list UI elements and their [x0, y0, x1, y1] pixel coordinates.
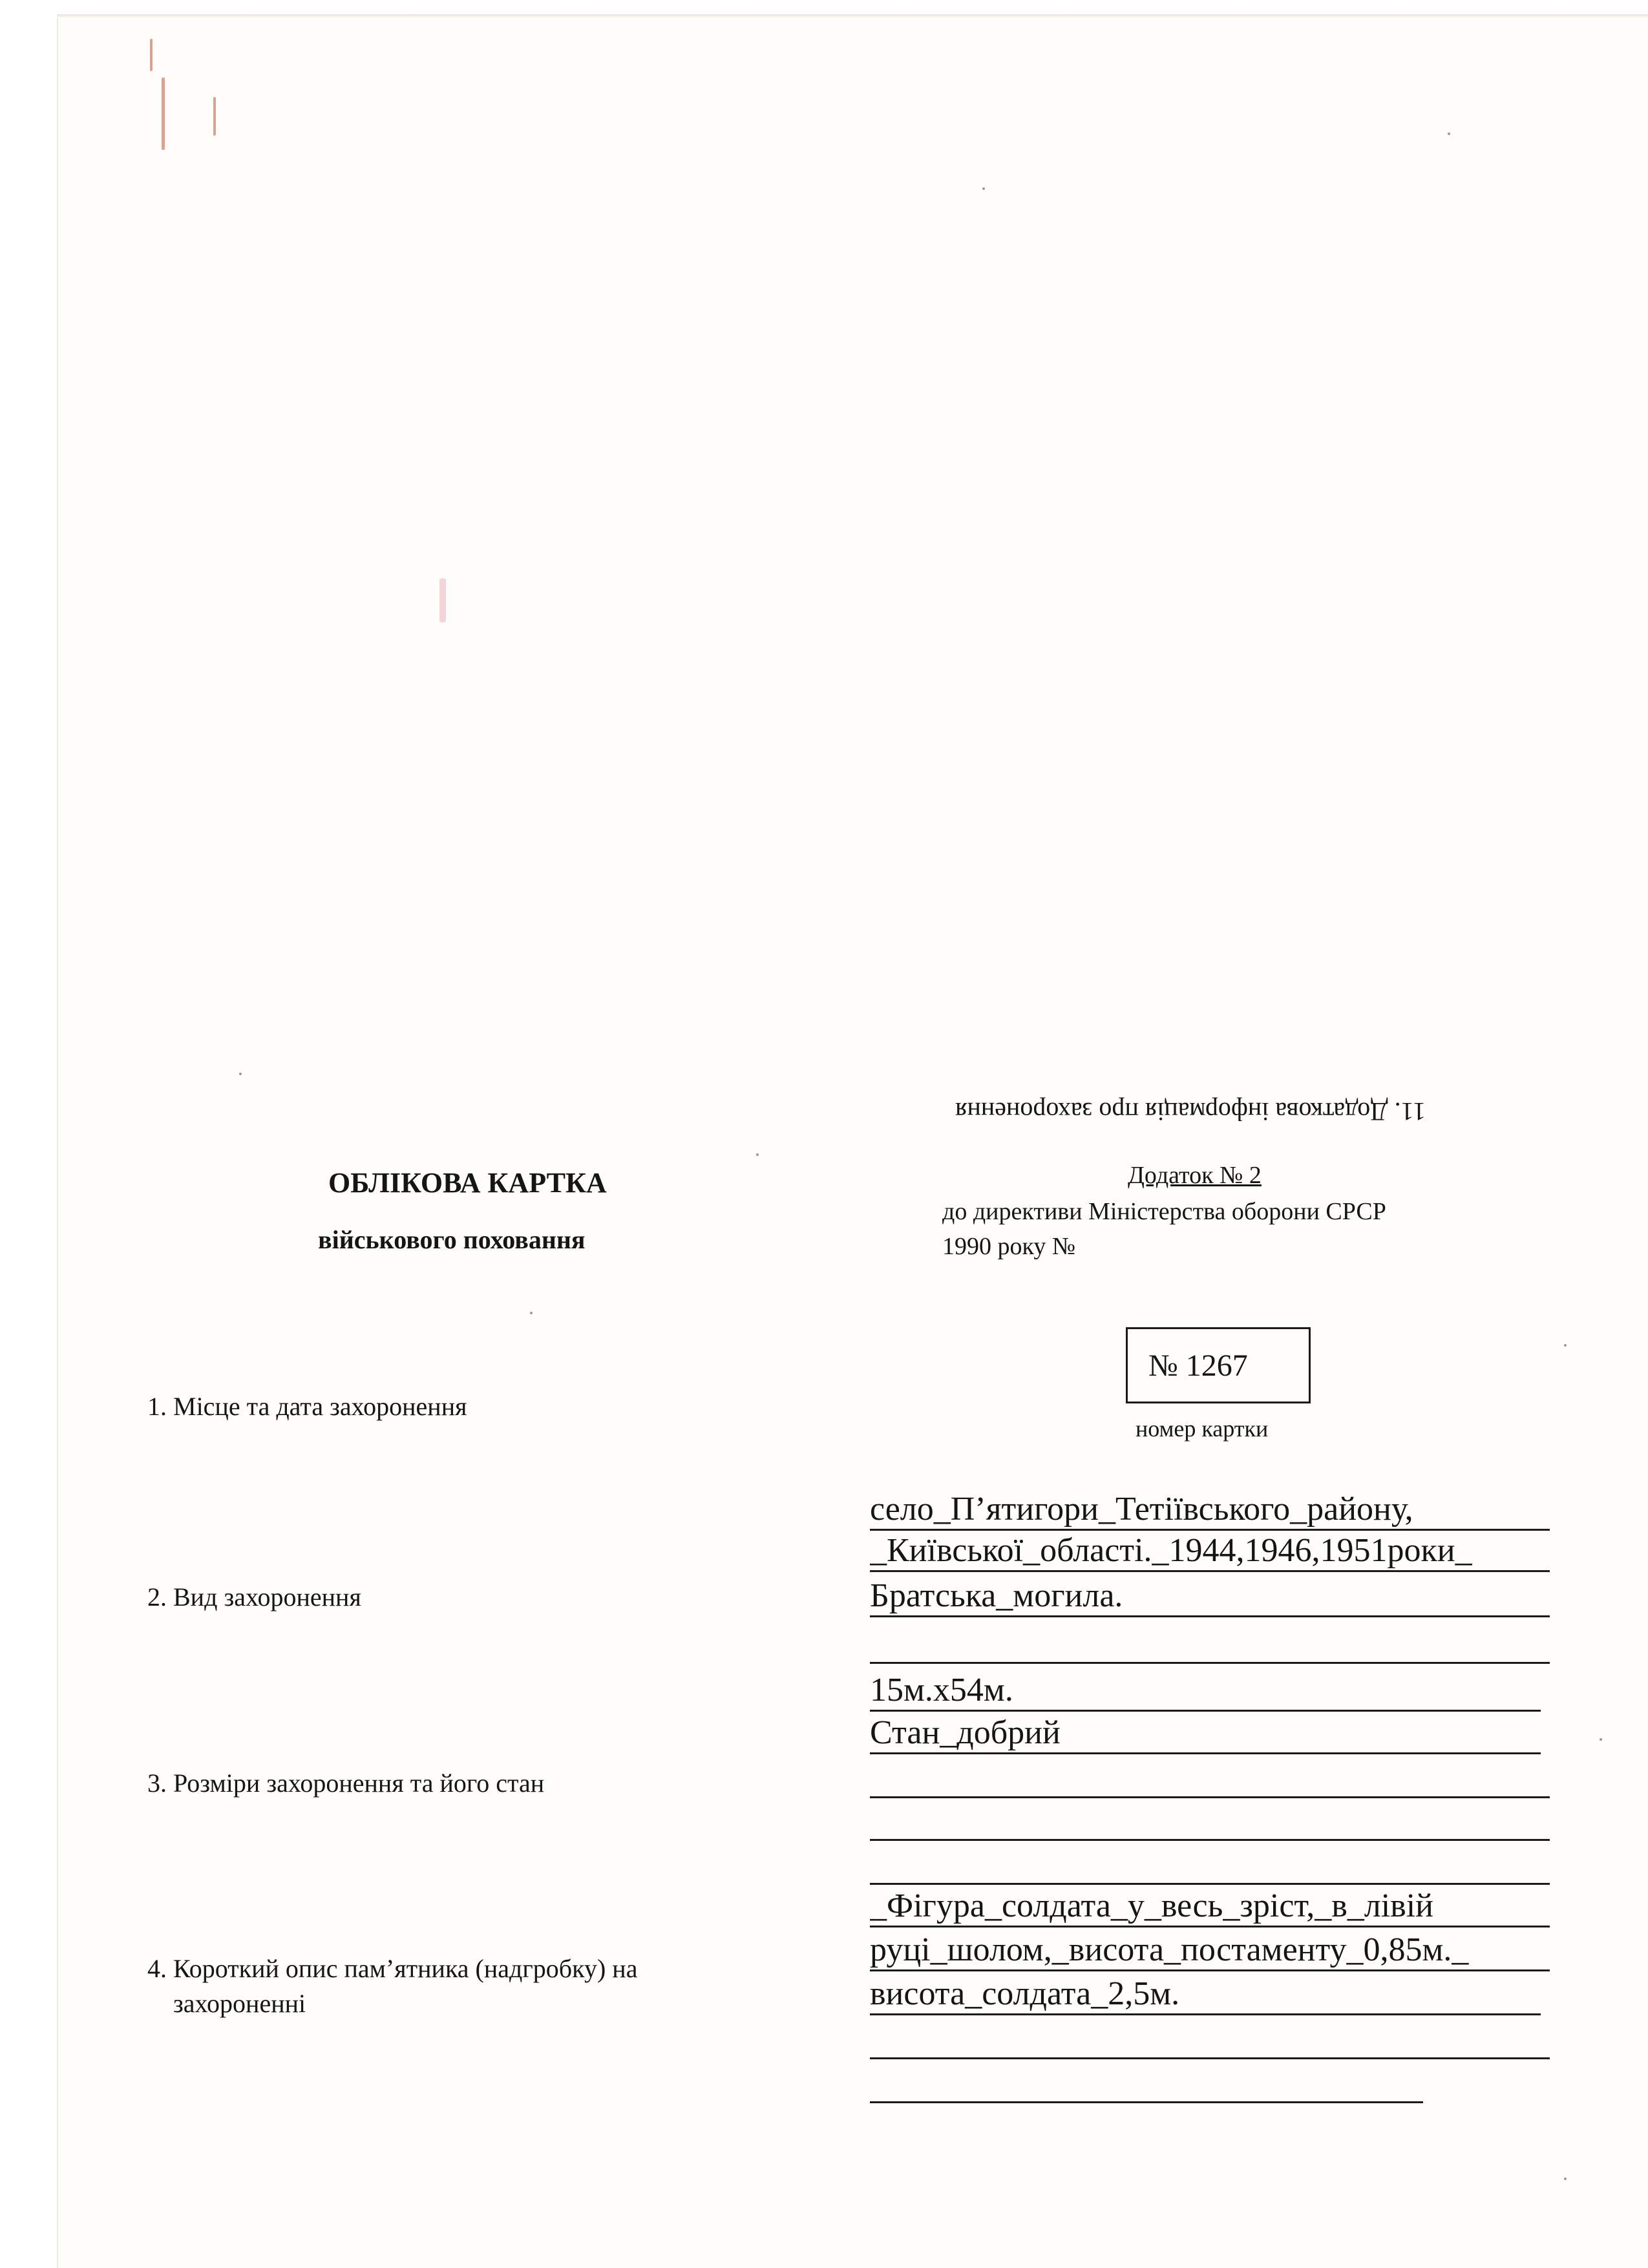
card-number-box: [1126, 1327, 1311, 1403]
scan-mark: [162, 78, 165, 150]
scan-speck: [1600, 1738, 1602, 1741]
field-line-size-state-4: [870, 1801, 1550, 1841]
rotated-additional-info-note: 11. Додаткова інформація про захоронення: [955, 1097, 1426, 1126]
scan-speck: [982, 187, 985, 190]
field-line-monument-5: [870, 2064, 1423, 2103]
field-line-monument-4: [870, 2020, 1550, 2059]
scan-speck: [530, 1312, 533, 1314]
card-subtitle: військового поховання: [318, 1225, 586, 1254]
field-line-burial-type-1: Братська_могила.: [870, 1578, 1550, 1617]
appendix-title: Додаток № 2: [1128, 1162, 1262, 1189]
field-label-monument-1: 4. Короткий опис пам’ятника (надгробку) на: [147, 1954, 638, 1983]
card-title: ОБЛІКОВА КАРТКА: [328, 1167, 607, 1199]
field-line-size-state-5: [870, 1845, 1550, 1885]
field-label-size-state: 3. Розміри захоронення та його стан: [147, 1769, 545, 1798]
card-number-label: номер картки: [1136, 1416, 1269, 1442]
field-label-place-date: 1. Місце та дата захоронення: [147, 1392, 467, 1421]
scan-speck: [756, 1153, 759, 1156]
field-line-size-state-1: 15м.х54м.: [870, 1672, 1541, 1712]
field-line-place-date-1: село_П’ятигори_Тетіївського_району,: [870, 1491, 1550, 1531]
field-line-monument-3: висота_солдата_2,5м.: [870, 1976, 1541, 2015]
field-line-monument-1: _Фігура_солдата_у_весь_зріст,_в_лівій: [870, 1888, 1550, 1927]
field-line-size-state-3: [870, 1759, 1550, 1798]
paper-sheet: [57, 14, 1648, 2268]
paper-top-edge: [57, 14, 1648, 18]
field-line-size-state-2: Стан_добрий: [870, 1715, 1541, 1754]
scan-mark: [213, 97, 216, 136]
scan-speck: [239, 1073, 242, 1075]
field-label-monument-2: захороненні: [173, 1989, 306, 2018]
scan-speck: [1564, 1344, 1567, 1347]
appendix-year-line: 1990 року №: [942, 1233, 1076, 1260]
appendix-directive-line: до директиви Міністерства оборони СРСР: [942, 1198, 1386, 1225]
field-line-monument-2: руці_шолом,_висота_постаменту_0,85м._: [870, 1932, 1550, 1971]
scan-mark: [150, 39, 153, 71]
field-line-place-date-2: _Київської_області._1944,1946,1951роки_: [870, 1533, 1550, 1572]
scan-speck: [1448, 132, 1450, 135]
scan-speck: [1564, 2178, 1567, 2180]
field-line-burial-type-2: [870, 1624, 1550, 1664]
field-label-burial-type: 2. Вид захоронення: [147, 1582, 361, 1612]
card-number: № 1267: [1148, 1348, 1248, 1383]
scan-mark: [439, 578, 446, 622]
